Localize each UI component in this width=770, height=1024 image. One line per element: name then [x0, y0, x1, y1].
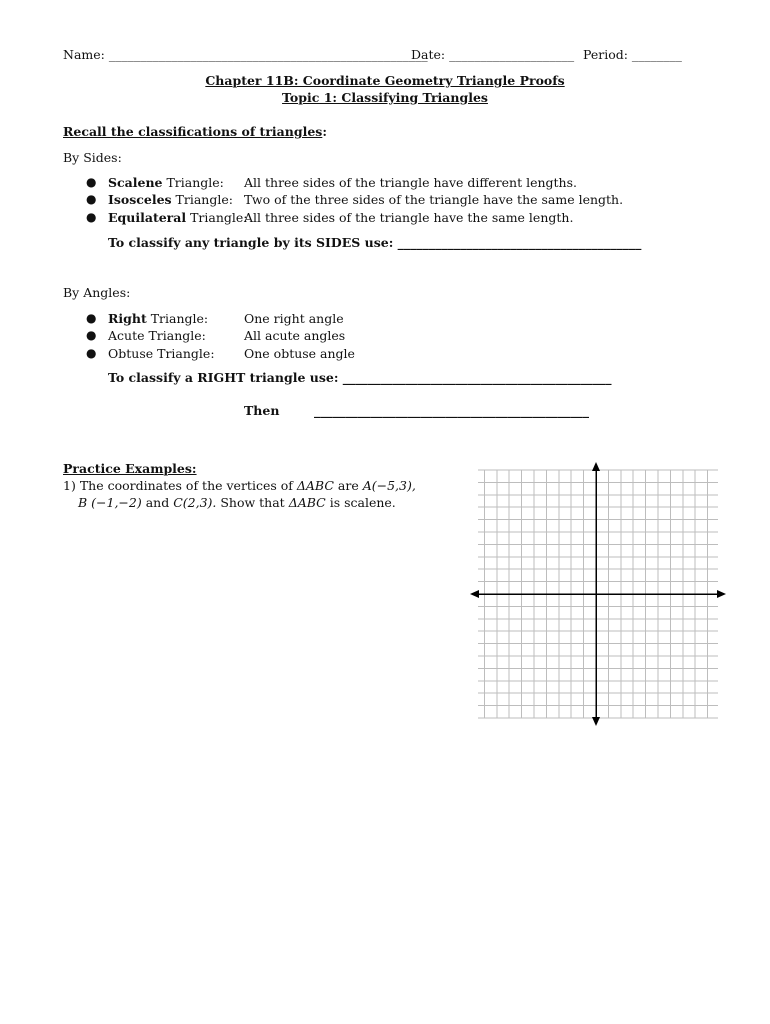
- isosceles-bold: Isosceles: [108, 192, 172, 207]
- bullet-icon: ●: [86, 210, 97, 224]
- triangle-abc: ΔABC: [296, 478, 334, 493]
- practice-heading: Practice Examples:: [63, 461, 197, 476]
- bullet-icon: ●: [86, 328, 97, 342]
- q1-show: Show that: [216, 495, 289, 510]
- isosceles-term: [108, 192, 233, 207]
- classify-sides-prompt[interactable]: To classify any triangle by its SIDES use: _______________________________________: [108, 235, 642, 250]
- bullet-icon: ●: [86, 346, 97, 360]
- name-field[interactable]: Name: ___________________________________________________: [63, 47, 428, 62]
- question-number: 1): [63, 478, 76, 493]
- vertex-c: C(2,3).: [173, 495, 217, 510]
- acute-desc: All acute angles: [244, 328, 346, 343]
- bullet-icon: ●: [86, 175, 97, 189]
- bullet-icon: ●: [86, 311, 97, 325]
- isosceles-desc: Two of the three sides of the triangle have the same length.: [244, 192, 624, 207]
- right-bold: Right: [108, 311, 147, 326]
- acute-term: Acute Triangle:: [108, 328, 206, 343]
- scalene-term: [108, 175, 224, 190]
- equilateral-bold: Equilateral: [108, 210, 187, 225]
- by-angles-label: By Angles:: [63, 285, 131, 300]
- isosceles-rest: Triangle:: [171, 192, 233, 207]
- recall-colon: :: [322, 124, 327, 139]
- recall-heading-text: Recall the classifications of triangles: [63, 124, 323, 139]
- q1-and: and: [141, 495, 174, 510]
- triangle-abc-2: ΔABC: [288, 495, 326, 510]
- then-blank[interactable]: ____________________________________________: [314, 403, 589, 418]
- scalene-rest: Triangle:: [162, 175, 224, 190]
- equilateral-rest: Triangle:: [186, 210, 248, 225]
- q1-text-b: are: [333, 478, 363, 493]
- chapter-title: Chapter 11B: Coordinate Geometry Triangle Proofs: [205, 73, 565, 88]
- coordinate-grid[interactable]: [466, 460, 730, 730]
- question-1-line-2: [78, 495, 396, 510]
- right-desc: One right angle: [244, 311, 344, 326]
- y-axis-down-arrow-icon: [592, 717, 600, 726]
- scalene-desc: All three sides of the triangle have different lengths.: [244, 175, 577, 190]
- question-1-line-1: [63, 478, 416, 493]
- y-axis-up-arrow-icon: [592, 462, 600, 471]
- date-field[interactable]: Date: ____________________: [411, 47, 575, 62]
- q1-end: is scalene.: [325, 495, 396, 510]
- bullet-icon: ●: [86, 192, 97, 206]
- vertex-a: A(−5,3),: [362, 478, 416, 493]
- x-axis-left-arrow-icon: [470, 590, 479, 598]
- equilateral-term: [108, 210, 248, 225]
- equilateral-desc: All three sides of the triangle have the same length.: [244, 210, 574, 225]
- recall-heading: [63, 124, 327, 139]
- right-rest: Triangle:: [146, 311, 209, 326]
- obtuse-term: Obtuse Triangle:: [108, 346, 215, 361]
- q1-text-a: The coordinates of the vertices of: [79, 478, 297, 493]
- x-axis: [470, 590, 726, 598]
- period-field[interactable]: Period: ________: [583, 47, 682, 62]
- then-label: Then: [244, 403, 280, 418]
- vertex-b: B (−1,−2): [78, 495, 142, 510]
- scalene-bold: Scalene: [108, 175, 163, 190]
- topic-title: Topic 1: Classifying Triangles: [282, 90, 488, 105]
- by-sides-label: By Sides:: [63, 150, 122, 165]
- x-axis-right-arrow-icon: [717, 590, 726, 598]
- obtuse-desc: One obtuse angle: [244, 346, 355, 361]
- classify-right-prompt[interactable]: To classify a RIGHT triangle use: ___________________________________________: [108, 370, 612, 385]
- right-term: [108, 311, 208, 326]
